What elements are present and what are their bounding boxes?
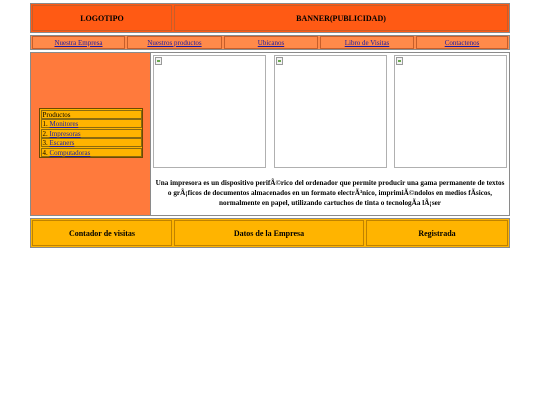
product-item-computadoras [41, 148, 142, 157]
products-menu-title: Productos [41, 110, 142, 119]
broken-image-icon [276, 57, 283, 65]
nav-contactenos-link[interactable]: Contactenos [416, 36, 508, 49]
product-item-escaners [41, 138, 142, 147]
product-link-computadoras[interactable]: Computadoras [49, 148, 91, 157]
product-link-impresoras[interactable]: Impresoras [49, 129, 81, 138]
product-item-number: 3. [42, 139, 48, 147]
main-row [30, 52, 510, 216]
visit-counter: Contador de visitas [32, 220, 172, 246]
sidebar [31, 53, 151, 215]
footer-row [30, 218, 510, 248]
header-row [30, 3, 510, 33]
nav-nuestros-productos-link[interactable]: Nuestros productos [127, 36, 222, 49]
products-menu [39, 108, 143, 158]
product-image-2[interactable] [274, 55, 387, 168]
registered-label: Registrada [366, 220, 508, 246]
product-item-number: 1. [42, 120, 48, 128]
page-frame [30, 3, 510, 248]
product-item-number: 4. [42, 148, 48, 157]
image-gallery [153, 55, 507, 168]
product-link-escaners[interactable]: Escaners [49, 139, 75, 147]
nav-libro-visitas-link[interactable]: Libro de Visitas [320, 36, 414, 49]
product-item-impresoras [41, 129, 142, 138]
broken-image-icon [155, 57, 162, 65]
broken-image-icon [396, 57, 403, 65]
product-item-monitores [41, 119, 142, 128]
company-info[interactable]: Datos de la Empresa [174, 220, 364, 246]
nav-bar [30, 35, 510, 50]
product-image-3[interactable] [394, 55, 507, 168]
nav-nuestra-empresa-link[interactable]: Nuestra Empresa [32, 36, 125, 49]
product-image-1[interactable] [153, 55, 266, 168]
product-item-number: 2. [42, 129, 48, 138]
nav-ubicanos-link[interactable]: Ubicanos [224, 36, 318, 49]
logo: LOGOTIPO [32, 5, 172, 31]
banner[interactable]: BANNER(PUBLICIDAD) [174, 5, 508, 31]
content-area [151, 53, 509, 215]
product-link-monitores[interactable]: Monitores [49, 120, 79, 128]
product-description: Una impresora es un dispositivo perifÃ©rico del ordenador que permite producir una gama permanente de textos o grÃ¡ficos de documentos almacenados en un formato electrÃ³nico, imprimiÃ©ndolos en medios fÃsicos, normalmente en papel, utilizando cartuchos de tinta o tecnologÃa lÃ¡ser [155, 179, 505, 207]
